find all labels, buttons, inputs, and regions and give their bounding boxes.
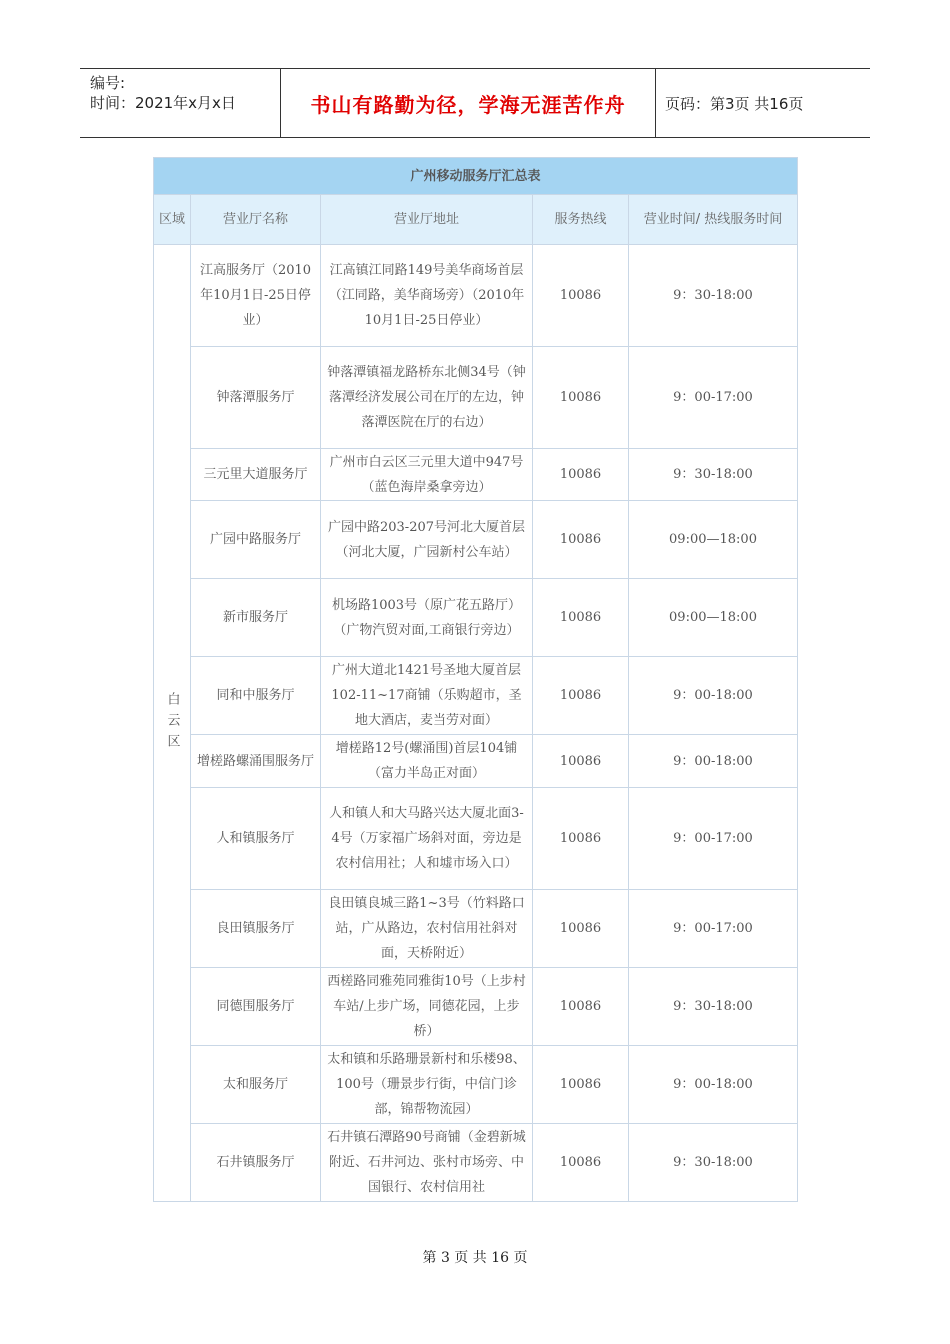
hours-cell: 9：30-18:00	[629, 245, 798, 347]
hotline-cell: 10086	[533, 1046, 629, 1124]
hotline-cell: 10086	[533, 1124, 629, 1202]
hours-cell: 9：00-18:00	[629, 735, 798, 788]
document-time-label: 时间：2021年x月x日	[90, 94, 236, 112]
hotline-cell: 10086	[533, 657, 629, 735]
hours-cell: 9：30-18:00	[629, 1124, 798, 1202]
table-row	[154, 968, 798, 1046]
hotline-cell: 10086	[533, 347, 629, 449]
table-row	[154, 347, 798, 449]
address-cell: 机场路1003号（原广花五路厅）（广物汽贸对面,工商银行旁边）	[321, 579, 533, 657]
hotline-cell: 10086	[533, 788, 629, 890]
address-cell: 良田镇良城三路1~3号（竹料路口站，广从路边，农村信用社斜对面，天桥附近）	[321, 890, 533, 968]
address-cell: 江高镇江同路149号美华商场首层（江同路，美华商场旁）（2010年10月1日-25日停业）	[321, 245, 533, 347]
hours-cell: 09:00—18:00	[629, 579, 798, 657]
table-row	[154, 1046, 798, 1124]
page-header	[80, 68, 870, 138]
hall-name-cell: 良田镇服务厅	[191, 890, 321, 968]
address-cell: 人和镇人和大马路兴达大厦北面3-4号（万家福广场斜对面，旁边是农村信用社；人和墟市场入口）	[321, 788, 533, 890]
hotline-cell: 10086	[533, 735, 629, 788]
table-row	[154, 1124, 798, 1202]
hotline-cell: 10086	[533, 579, 629, 657]
hours-cell: 9：00-18:00	[629, 1046, 798, 1124]
table-row	[154, 245, 798, 347]
hotline-cell: 10086	[533, 501, 629, 579]
address-cell: 增槎路12号(螺涌围)首层104铺（富力半岛正对面）	[321, 735, 533, 788]
table-row	[154, 449, 798, 501]
column-header-hotline: 服务热线	[533, 195, 629, 245]
table-row	[154, 657, 798, 735]
table-row	[154, 788, 798, 890]
table-row	[154, 501, 798, 579]
service-hall-table	[153, 157, 798, 1202]
hall-name-cell: 三元里大道服务厅	[191, 449, 321, 501]
column-header-hours: 营业时间/ 热线服务时间	[629, 195, 798, 245]
hall-name-cell: 人和镇服务厅	[191, 788, 321, 890]
address-cell: 广园中路203-207号河北大厦首层（河北大厦，广园新村公车站）	[321, 501, 533, 579]
hours-cell: 9：00-17:00	[629, 890, 798, 968]
hotline-cell: 10086	[533, 245, 629, 347]
address-cell: 广州大道北1421号圣地大厦首层102-11~17商铺（乐购超市，圣地大酒店，麦当劳对面）	[321, 657, 533, 735]
header-motto: 书山有路勤为径，学海无涯苦作舟	[280, 69, 656, 137]
hours-cell: 9：00-18:00	[629, 657, 798, 735]
hall-name-cell: 广园中路服务厅	[191, 501, 321, 579]
table-row	[154, 890, 798, 968]
hours-cell: 9：30-18:00	[629, 968, 798, 1046]
hall-name-cell: 新市服务厅	[191, 579, 321, 657]
address-cell: 广州市白云区三元里大道中947号（蓝色海岸桑拿旁边）	[321, 449, 533, 501]
column-header-region: 区域	[154, 195, 191, 245]
hotline-cell: 10086	[533, 968, 629, 1046]
header-page-label: 页码：第3页 共16页	[665, 94, 804, 113]
address-cell: 太和镇和乐路珊景新村和乐楼98、100号（珊景步行街，中信门诊部，锦帮物流园）	[321, 1046, 533, 1124]
hall-name-cell: 同德围服务厅	[191, 968, 321, 1046]
hours-cell: 09:00—18:00	[629, 501, 798, 579]
hours-cell: 9：30-18:00	[629, 449, 798, 501]
hall-name-cell: 增槎路螺涌围服务厅	[191, 735, 321, 788]
address-cell: 石井镇石潭路90号商铺（金碧新城附近、石井河边、张村市场旁、中国银行、农村信用社	[321, 1124, 533, 1202]
hall-name-cell: 同和中服务厅	[191, 657, 321, 735]
hours-cell: 9：00-17:00	[629, 347, 798, 449]
hotline-cell: 10086	[533, 449, 629, 501]
region-cell: 白云区	[154, 245, 191, 1202]
hall-name-cell: 太和服务厅	[191, 1046, 321, 1124]
table-header-row	[154, 195, 798, 245]
table-title: 广州移动服务厅汇总表	[154, 158, 798, 195]
address-cell: 西槎路同雅苑同雅街10号（上步村车站/上步广场，同德花园，上步桥）	[321, 968, 533, 1046]
hours-cell: 9：00-17:00	[629, 788, 798, 890]
hall-name-cell: 石井镇服务厅	[191, 1124, 321, 1202]
address-cell: 钟落潭镇福龙路桥东北侧34号（钟落潭经济发展公司在厅的左边，钟落潭医院在厅的右边）	[321, 347, 533, 449]
table-row	[154, 735, 798, 788]
hotline-cell: 10086	[533, 890, 629, 968]
header-left	[90, 73, 280, 113]
table-row	[154, 579, 798, 657]
hall-name-cell: 钟落潭服务厅	[191, 347, 321, 449]
column-header-address: 营业厅地址	[321, 195, 533, 245]
document-number-label: 编号:	[90, 74, 126, 92]
page-footer: 第 3 页 共 16 页	[422, 1250, 528, 1266]
column-header-name: 营业厅名称	[191, 195, 321, 245]
hall-name-cell: 江高服务厅（2010年10月1日-25日停业）	[191, 245, 321, 347]
